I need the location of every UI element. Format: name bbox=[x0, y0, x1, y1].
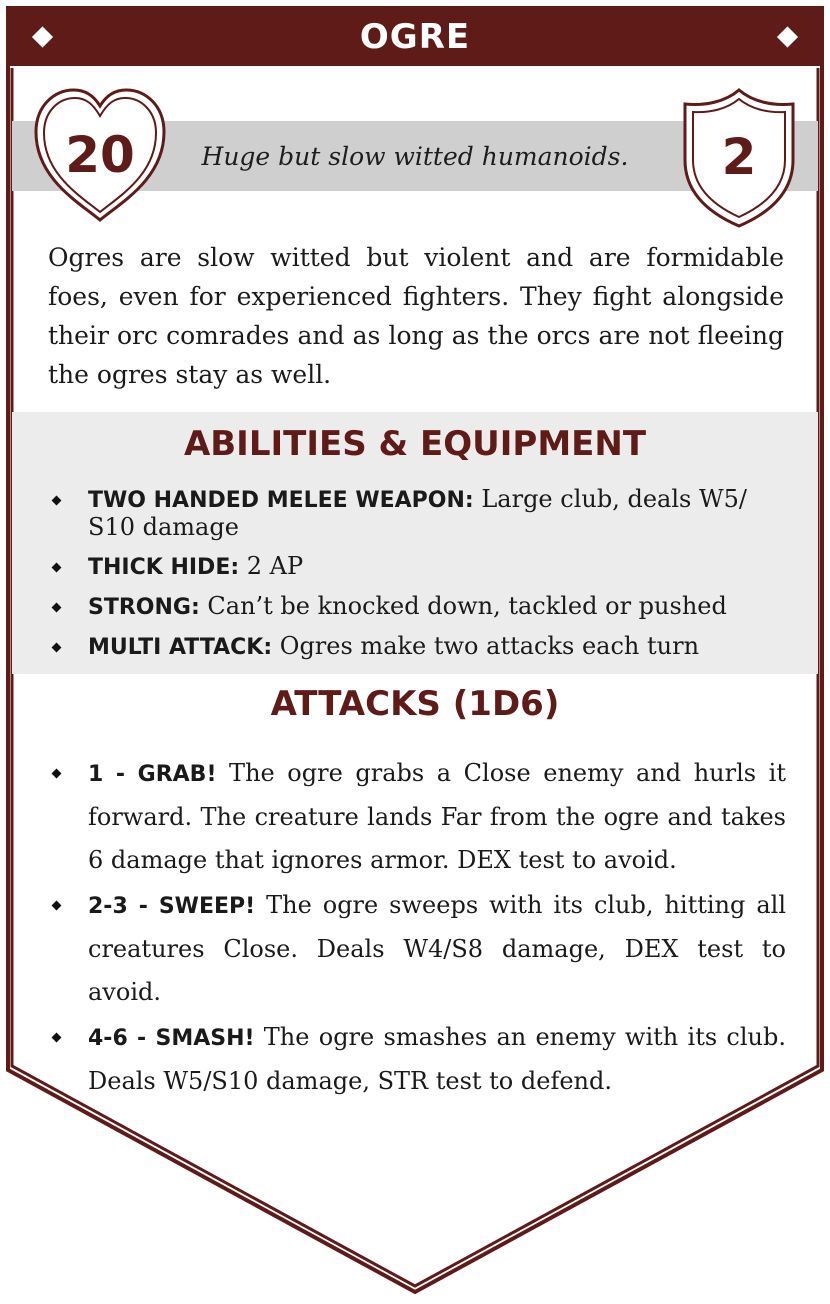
list-item bbox=[48, 633, 786, 661]
list-item bbox=[48, 593, 786, 621]
diamond-right-icon bbox=[777, 26, 798, 47]
diamond-bullet-icon bbox=[52, 496, 62, 506]
ability-name: STRONG: bbox=[88, 595, 200, 620]
diamond-left-icon bbox=[32, 26, 53, 47]
ability-name: MULTI ATTACK: bbox=[88, 635, 273, 660]
diamond-bullet-icon bbox=[52, 643, 62, 653]
attack-name: 1 - GRAB! bbox=[88, 762, 217, 787]
attack-text: The ogre smashes an enemy with its club. Deals W5/S10 damage, STR test to defend. bbox=[88, 1023, 786, 1095]
attacks-list bbox=[48, 752, 786, 1105]
list-item bbox=[48, 553, 786, 581]
abilities-list bbox=[48, 486, 786, 673]
diamond-bullet-icon bbox=[52, 603, 62, 613]
attack-name: 4-6 - SMASH! bbox=[88, 1026, 255, 1051]
ability-name: TWO HANDED MELEE WEAPON: bbox=[88, 488, 474, 513]
card-header bbox=[8, 8, 822, 66]
ability-text: Ogres make two attacks each turn bbox=[272, 632, 700, 660]
ability-text: Can’t be knocked down, tackled or pushed bbox=[199, 592, 727, 620]
list-item bbox=[48, 752, 786, 882]
attack-text: The ogre sweeps with its club, hitting all creatures Close. Deals W4/S8 damage, DEX test to avoid. bbox=[88, 891, 786, 1006]
tagline: Huge but slow witted humanoids. bbox=[201, 141, 629, 171]
diamond-bullet-icon bbox=[52, 901, 62, 911]
list-item bbox=[48, 884, 786, 1014]
creature-description: Ogres are slow witted but violent and are formidable foes, even for experienced fighters. They fight alongside their orc comrades and as long as the orcs are not fleeing the ogres stay as well. bbox=[48, 243, 784, 389]
list-item bbox=[48, 1016, 786, 1103]
ability-text: 2 AP bbox=[239, 552, 304, 580]
abilities-title: ABILITIES & EQUIPMENT bbox=[183, 424, 647, 464]
card-title: OGRE bbox=[359, 17, 471, 57]
diamond-bullet-icon bbox=[52, 1033, 62, 1043]
health-value: 20 bbox=[65, 126, 135, 184]
attack-text: The ogre grabs a Close enemy and hurls it forward. The creature lands Far from the ogre and takes 6 damage that ignores armor. DEX test to avoid. bbox=[88, 759, 786, 874]
armor-badge bbox=[681, 86, 797, 228]
diamond-bullet-icon bbox=[52, 563, 62, 573]
health-badge bbox=[30, 86, 170, 226]
ability-name: THICK HIDE: bbox=[88, 555, 240, 580]
list-item bbox=[48, 486, 786, 541]
ability-text: Large club, deals W5/ S10 damage bbox=[88, 485, 747, 541]
diamond-bullet-icon bbox=[52, 769, 62, 779]
attacks-title: ATTACKS (1D6) bbox=[270, 684, 560, 724]
armor-value: 2 bbox=[721, 128, 757, 186]
attack-name: 2-3 - SWEEP! bbox=[88, 894, 256, 919]
